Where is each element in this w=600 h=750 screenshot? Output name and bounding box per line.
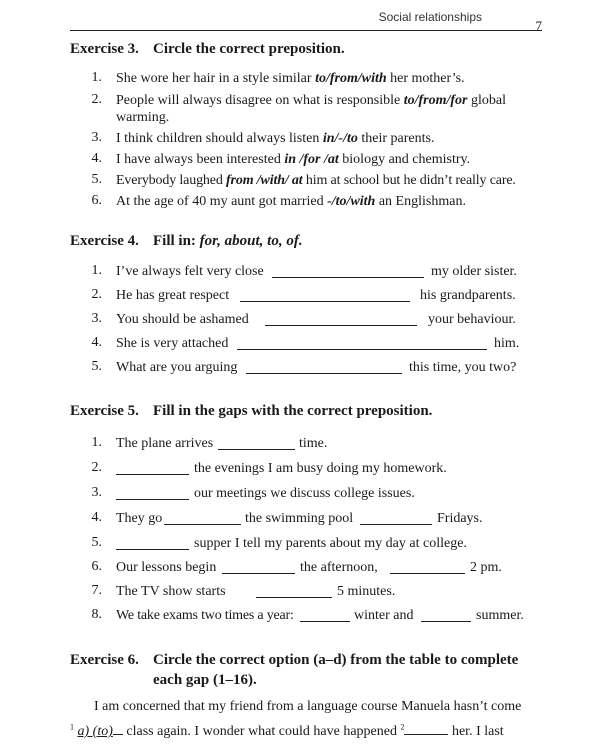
item-text: her mother’s.	[386, 71, 465, 86]
exercise6-paragraph-line2	[70, 721, 504, 740]
item-text: the afternoon,	[300, 560, 378, 575]
item-number: 3.	[91, 311, 102, 326]
section-title: Social relationships	[378, 10, 482, 24]
item-text-after: his grandparents.	[420, 288, 516, 303]
exercise5-heading	[70, 403, 432, 420]
answer-blank[interactable]	[164, 511, 241, 525]
exercise3-heading	[70, 41, 345, 58]
answer-blank[interactable]	[240, 288, 410, 302]
answer-blank	[113, 721, 123, 735]
list-item	[116, 287, 229, 305]
answer-blank[interactable]	[404, 721, 448, 735]
header-rule	[70, 30, 542, 31]
list-item	[116, 92, 506, 110]
list-item	[116, 311, 249, 329]
item-text: You should be ashamed	[116, 312, 249, 327]
answer-blank[interactable]	[300, 608, 350, 622]
item-text: At the age of 40 my aunt got married	[116, 194, 328, 209]
exercise6-heading	[70, 650, 540, 690]
gap-number: 2	[400, 722, 405, 732]
item-text: She is very attached	[116, 336, 229, 351]
list-item	[116, 70, 465, 88]
list-item	[116, 130, 434, 148]
answer-blank[interactable]	[390, 560, 465, 574]
item-number: 4.	[91, 335, 102, 350]
item-text: 5 minutes.	[337, 584, 396, 599]
answer-blank[interactable]	[421, 608, 471, 622]
exercise4-word-list: for, about, to, of.	[199, 233, 303, 249]
item-text: an Englishman.	[375, 194, 466, 209]
list-item: The plane arrives	[116, 436, 214, 451]
item-number: 3.	[91, 485, 102, 500]
page-header	[70, 0, 542, 33]
item-continuation: warming.	[116, 110, 170, 125]
list-item	[116, 359, 237, 377]
item-text: biology and chemistry.	[338, 152, 471, 167]
list-item: We take exams two times a year:	[116, 608, 294, 623]
item-text: supper I tell my parents about my day at college.	[194, 536, 467, 551]
preposition-options[interactable]: to/from/with	[315, 71, 387, 86]
item-number: 7.	[91, 583, 102, 598]
list-item	[116, 151, 470, 169]
item-text: I’ve always felt very close	[116, 264, 264, 279]
item-number: 5.	[91, 535, 102, 550]
item-number: 6.	[91, 193, 102, 208]
answer-blank[interactable]	[265, 312, 417, 326]
preposition-options[interactable]: -/to/with	[327, 194, 376, 209]
item-number: 4.	[91, 151, 102, 166]
list-item	[116, 335, 228, 353]
answer-blank[interactable]	[222, 560, 295, 574]
item-number: 3.	[91, 130, 102, 145]
item-text: People will always disagree on what is responsible	[116, 93, 404, 108]
answer-blank[interactable]	[116, 536, 189, 550]
example-answer: a) (to)	[77, 724, 113, 739]
list-item	[116, 263, 264, 281]
item-text: time.	[299, 436, 328, 451]
answer-blank[interactable]	[218, 436, 295, 450]
list-item: They go	[116, 511, 163, 526]
item-number: 1.	[91, 435, 102, 450]
preposition-options[interactable]: in /for /at	[284, 152, 339, 167]
item-text: Fridays.	[437, 511, 483, 526]
item-number: 1.	[91, 70, 102, 85]
gap-number: 1	[70, 722, 74, 732]
answer-blank[interactable]	[272, 264, 424, 278]
item-text: He has great respect	[116, 288, 230, 303]
item-text: She wore her hair in a style similar	[116, 71, 316, 86]
exercise6-number: Exercise 6.	[70, 652, 139, 668]
item-number: 2.	[91, 460, 102, 475]
item-text: our meetings we discuss college issues.	[194, 486, 415, 501]
list-item: The TV show starts	[116, 584, 226, 599]
item-text: summer.	[476, 608, 524, 623]
preposition-options[interactable]: to/from/for	[403, 93, 468, 108]
exercise3-instruction: Circle the correct preposition.	[153, 41, 345, 57]
item-number: 4.	[91, 510, 102, 525]
exercise5-number: Exercise 5.	[70, 403, 139, 419]
paragraph-text: class again. I wonder what could have happened	[126, 724, 397, 739]
item-text-after: my older sister.	[431, 264, 517, 279]
page-number: 7	[535, 18, 542, 33]
item-text-after: this time, you two?	[409, 360, 517, 375]
item-text-after: your behaviour.	[428, 312, 516, 327]
item-text: 2 pm.	[470, 560, 502, 575]
exercise4-heading	[70, 233, 303, 250]
exercise6-instruction-line2: each gap (1–16).	[153, 672, 257, 688]
list-item: Our lessons begin	[116, 560, 217, 575]
item-text-after: him.	[494, 336, 520, 351]
answer-blank[interactable]	[237, 336, 487, 350]
paragraph-text: her. I last	[451, 724, 504, 739]
item-number: 5.	[91, 359, 102, 374]
preposition-options[interactable]: from /with/ at	[226, 173, 303, 188]
exercise4-instruction-label: Fill in:	[153, 233, 200, 249]
answer-blank[interactable]	[116, 486, 189, 500]
item-text: their parents.	[357, 131, 435, 146]
item-text: I have always been interested	[116, 152, 285, 167]
exercise6-instruction-line1: Circle the correct option (a–d) from the table to complete	[153, 652, 519, 668]
item-number: 2.	[91, 287, 102, 302]
exercise5-instruction: Fill in the gaps with the correct preposition.	[153, 403, 433, 419]
exercise6-paragraph-line1: I am concerned that my friend from a language course Manuela hasn’t come	[94, 699, 522, 714]
list-item	[116, 172, 516, 190]
item-text: the evenings I am busy doing my homework.	[194, 461, 447, 476]
item-text: global	[467, 93, 506, 108]
preposition-options[interactable]: in/-/to	[322, 131, 358, 146]
item-text: winter and	[354, 608, 414, 623]
list-item	[116, 193, 466, 211]
item-text: Everybody laughed	[116, 173, 227, 188]
item-text: What are you arguing	[116, 360, 238, 375]
item-text: the swimming pool	[245, 511, 354, 526]
exercise3-number: Exercise 3.	[70, 41, 139, 57]
item-number: 1.	[91, 263, 102, 278]
answer-blank[interactable]	[360, 511, 432, 525]
item-number: 5.	[91, 172, 102, 187]
item-text: I think children should always listen	[116, 131, 323, 146]
item-number: 6.	[91, 559, 102, 574]
answer-blank[interactable]	[116, 461, 189, 475]
item-text: him at school but he didn’t really care.	[302, 173, 516, 188]
exercise4-number: Exercise 4.	[70, 233, 139, 249]
answer-blank[interactable]	[256, 584, 332, 598]
item-number: 2.	[91, 92, 102, 107]
item-number: 8.	[91, 607, 102, 622]
answer-blank[interactable]	[246, 360, 402, 374]
